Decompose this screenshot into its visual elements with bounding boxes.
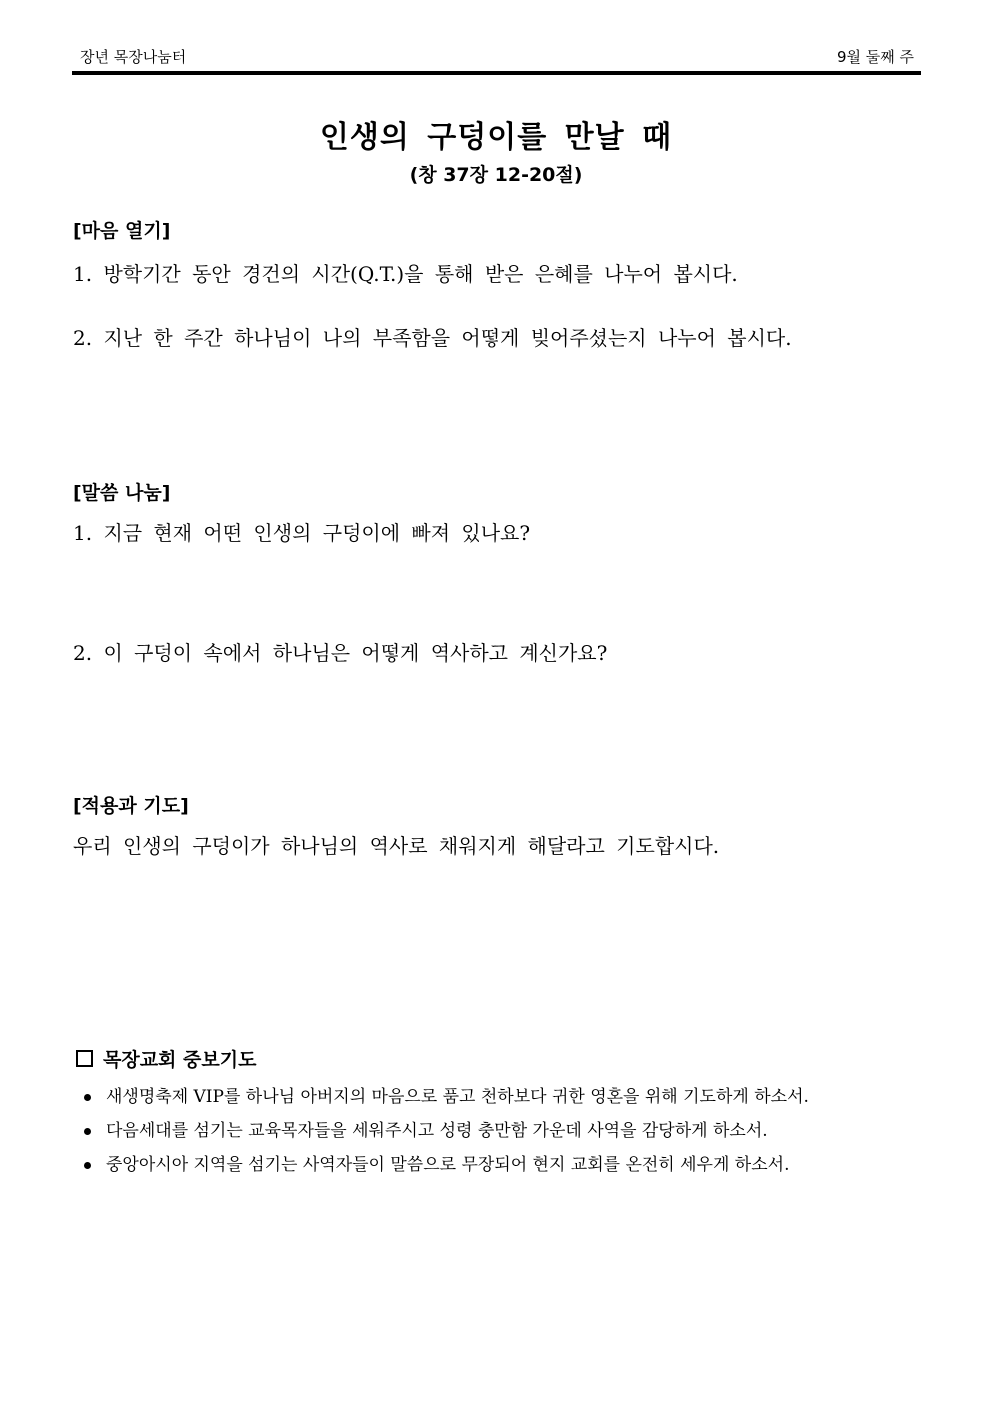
application-text: 우리 인생의 구덩이가 하나님의 역사로 채워지게 해달라고 기도합시다. [73, 834, 720, 858]
list-item [82, 1114, 922, 1148]
intercession-item-text: 다음세대를 섬기는 교육목자들을 세워주시고 성령 충만함 가운데 사역을 감당하게 하소서. [106, 1121, 768, 1141]
list-item [82, 1148, 922, 1182]
intercession-heading-label: 목장교회 중보기도 [103, 1049, 257, 1071]
header-week: 9월 둘째 주 [836, 48, 914, 66]
page-title: 인생의 구덩이를 만날 때 [319, 120, 673, 155]
open-heart-question-1: 1. 방학기간 동안 경건의 시간(Q.T.)을 통해 받은 은혜를 나누어 봅시다. [73, 262, 738, 286]
scripture-reference: (창 37장 12-20절) [409, 164, 583, 186]
header-rule [72, 71, 921, 75]
section-heading-word-sharing: [말씀 나눔] [73, 482, 171, 504]
page-header [72, 44, 920, 66]
intercession-item-text: 중앙아시아 지역을 섬기는 사역자들이 말씀으로 무장되어 현지 교회를 온전히 세우게 하소서. [106, 1155, 790, 1175]
section-heading-application: [적용과 기도] [73, 795, 189, 817]
checkbox-square-icon [76, 1050, 93, 1067]
word-sharing-question-1: 1. 지금 현재 어떤 인생의 구덩이에 빠져 있나요? [73, 521, 531, 545]
word-sharing-question-2: 2. 이 구덩이 속에서 하나님은 어떻게 역사하고 계신가요? [73, 641, 608, 665]
intercession-item-text: 새생명축제 VIP를 하나님 아버지의 마음으로 품고 천하보다 귀한 영혼을 위해 기도하게 하소서. [106, 1087, 809, 1107]
bullet-icon [84, 1128, 91, 1135]
list-item [82, 1080, 922, 1114]
intercession-heading [76, 1045, 256, 1072]
header-group-name: 장년 목장나눔터 [80, 48, 187, 66]
bullet-icon [84, 1162, 91, 1169]
section-heading-open-heart: [마음 열기] [73, 220, 171, 242]
intercession-list [82, 1080, 922, 1182]
open-heart-question-2: 2. 지난 한 주간 하나님이 나의 부족함을 어떻게 빚어주셨는지 나누어 봅시다. [73, 326, 792, 350]
bullet-icon [84, 1094, 91, 1101]
